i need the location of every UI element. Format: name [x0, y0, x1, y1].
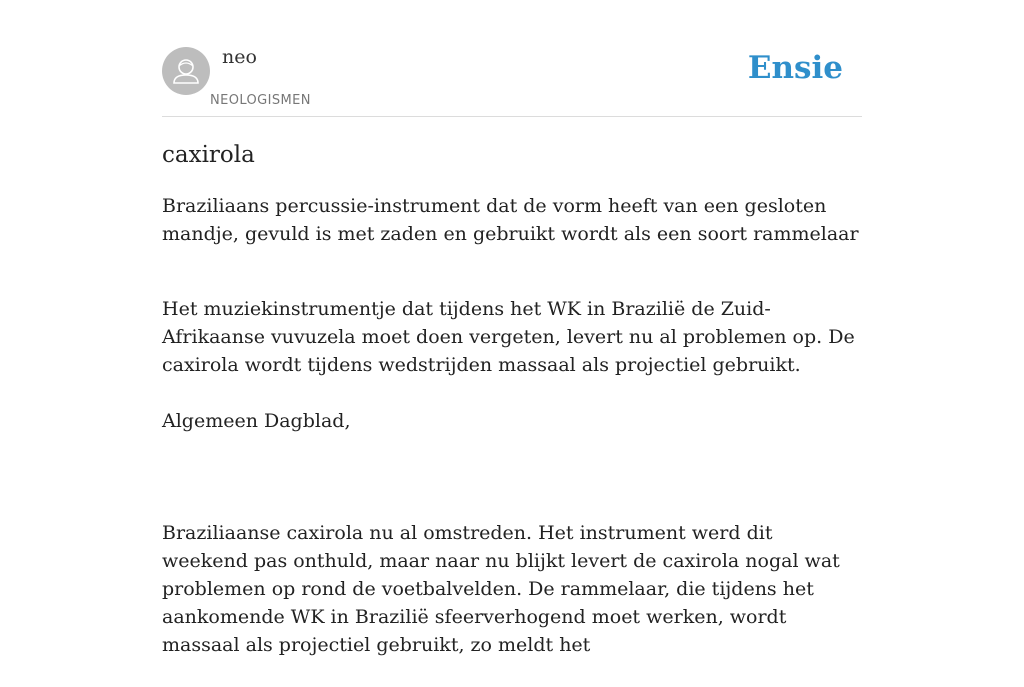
entry-title: caxirola [162, 142, 255, 168]
header [162, 0, 862, 117]
avatar[interactable] [162, 47, 210, 95]
example-source: Algemeen Dagblad, [162, 410, 351, 432]
entry-example [162, 267, 862, 687]
entry-definition: Braziliaans percussie-instrument dat de vorm heeft van een gesloten mandje, gevuld is met zaden en gebruikt wordt als een soort rammelaar [162, 195, 859, 245]
brand-logo[interactable]: Ensie [747, 50, 843, 86]
username-link[interactable]: neo [222, 46, 257, 68]
example-quote: Het muziekinstrumentje dat tijdens het WK in Brazilië de Zuid-Afrikaanse vuvuzela moet doen vergeten, levert nu al problemen op. De caxirola wordt tijdens wedstrijden massaal als projectiel gebruikt. [162, 298, 855, 376]
example-paragraph: Braziliaanse caxirola nu al omstreden. Het instrument werd dit weekend pas onthuld, maar naar nu blijkt levert de caxirola nogal wat problemen op rond de voetbalvelden. De rammelaar, die tijdens het aankomende WK in Brazilië sfeerverhogend moet werken, wordt massaal als projectiel gebruikt, zo meldt het [162, 522, 840, 656]
example-spacer [162, 463, 862, 491]
category-label[interactable]: NEOLOGISMEN [210, 93, 311, 108]
entry-content [162, 136, 862, 687]
user-silhouette-icon [162, 47, 210, 95]
